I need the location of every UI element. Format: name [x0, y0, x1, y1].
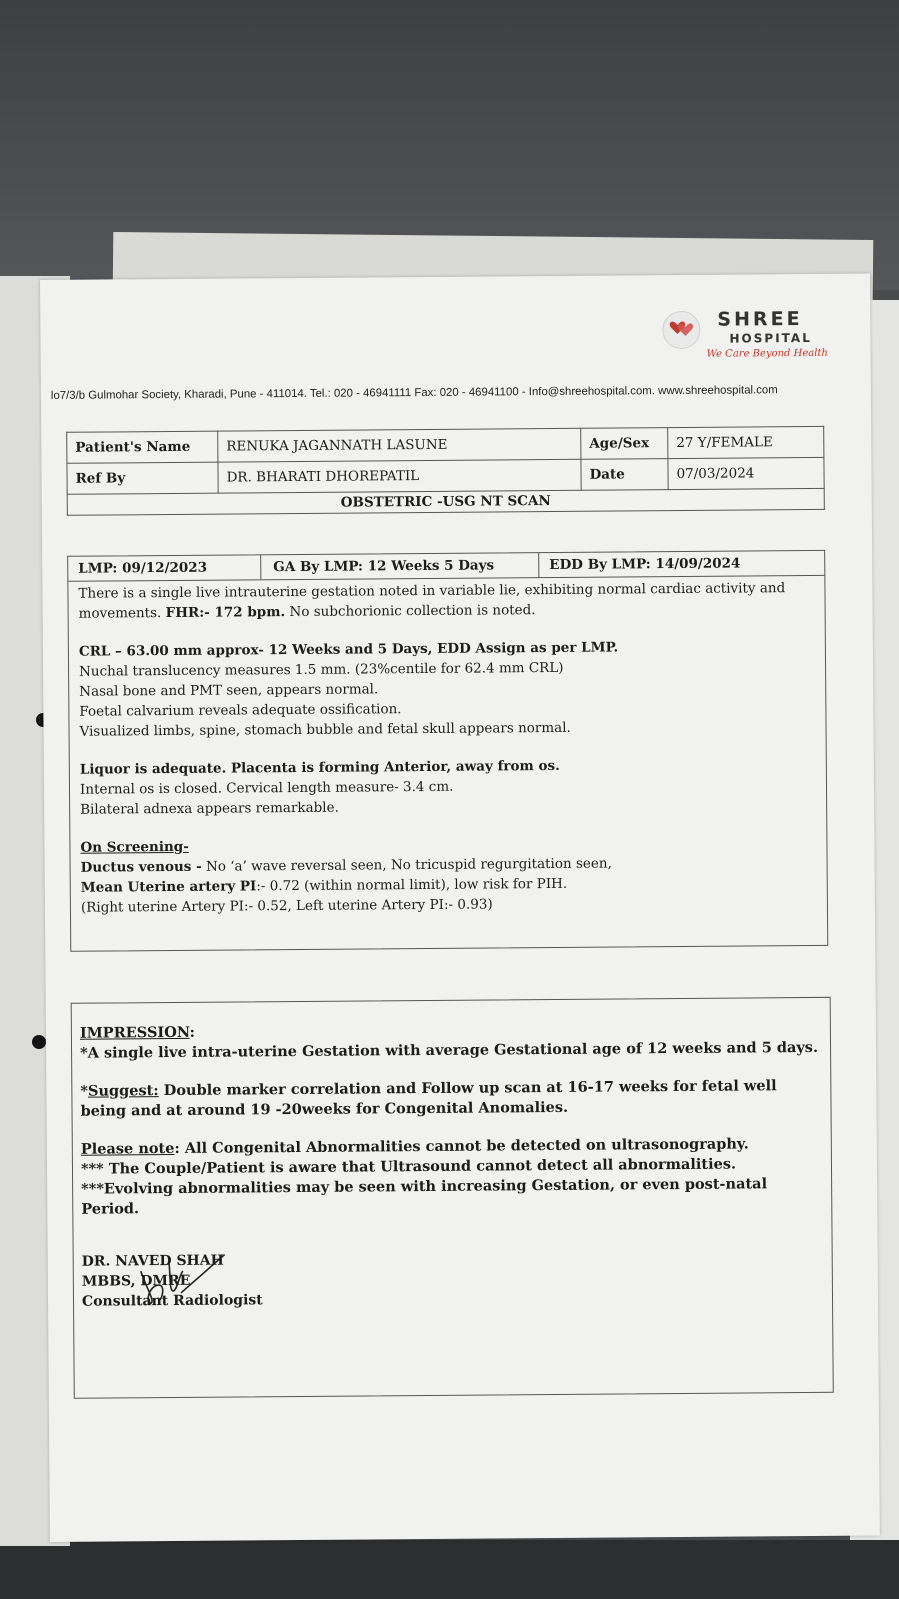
suggest-star: *: [80, 1082, 89, 1100]
ref-by-value: DR. BHARATI DHOREPATIL: [218, 459, 581, 493]
patient-name-label: Patient's Name: [67, 431, 218, 463]
suggest-paragraph: [80, 1076, 822, 1122]
doctor-signature-block: [82, 1250, 263, 1311]
nasal-line: Nasal bone and PMT seen, appears normal.: [79, 681, 379, 700]
mean-uterine-text: :- 0.72 (within normal limit), low risk for PIH.: [256, 875, 568, 895]
adnexa-line: Bilateral adnexa appears remarkable.: [80, 799, 339, 818]
scan-title: OBSTETRIC -USG NT SCAN: [67, 488, 824, 515]
os-line: Internal os is closed. Cervical length measure- 3.4 cm.: [79, 778, 454, 798]
suggest-text: Double marker correlation and Follow up scan at 16-17 weeks for fetal well being and at around 19 -20weeks for Congenital Anomalies.: [80, 1077, 777, 1120]
edd-by-lmp: EDD By LMP: 14/09/2024: [549, 555, 741, 574]
limbs-line: Visualized limbs, spine, stomach bubble and fetal skull appears normal.: [79, 719, 571, 740]
evolving-line: ***Evolving abnormalities may be seen with increasing Gestation, or even post-natal Period.: [81, 1175, 768, 1218]
crl-line: CRL – 63.00 mm approx- 12 Weeks and 5 Days, EDD Assign as per LMP.: [78, 639, 619, 660]
doctor-degree: MBBS, DMRE: [81, 1272, 191, 1290]
impression-line: *A single live intra-uterine Gestation with average Gestational age of 12 weeks and 5 days.: [80, 1038, 819, 1062]
lmp-date: LMP: 09/12/2023: [68, 555, 261, 581]
punch-hole: [32, 1035, 46, 1049]
hospital-address: lo7/3/b Gulmohar Society, Kharadi, Pune - 411014. Tel.: 020 - 46941111 Fax: 020 - 46941100 - Info@shreehospital.com. www.shreehospital.com: [50, 384, 778, 402]
doctor-name: DR. NAVED SHAH: [81, 1252, 224, 1270]
findings-box: [67, 550, 828, 952]
doctor-title: Consultant Radiologist: [81, 1292, 263, 1310]
patient-details-table: [66, 426, 825, 516]
date-value: 07/03/2024: [668, 457, 824, 489]
nt-line: Nuchal translucency measures 1.5 mm. (23%centile for 62.4 mm CRL): [79, 659, 564, 680]
hospital-tagline: We Care Beyond Health: [706, 347, 828, 360]
gestation-text: There is a single live intrauterine gestation noted in variable lie, exhibiting normal cardiac activity and movements.: [78, 580, 786, 622]
please-note-label: Please note: [80, 1139, 175, 1158]
hospital-name: SHREE: [717, 308, 803, 331]
report-sheet: [40, 273, 880, 1541]
ductus-label: Ductus venous -: [80, 858, 202, 876]
hospital-logo: [662, 304, 832, 365]
fhr-value: FHR:- 172 bpm.: [165, 604, 286, 622]
ga-by-lmp: GA By LMP: 12 Weeks 5 Days: [261, 553, 539, 579]
screening-heading: On Screening-: [80, 838, 189, 856]
age-sex-label: Age/Sex: [581, 428, 668, 460]
liquor-line: Liquor is adequate. Placenta is forming Anterior, away from os.: [79, 757, 560, 778]
background-bottom: [0, 1540, 899, 1599]
hospital-subname: HOSPITAL: [729, 330, 812, 346]
gestation-paragraph: [78, 578, 814, 624]
impression-box: [71, 997, 834, 1399]
hearts-logo-icon: [662, 311, 700, 349]
aware-line: *** The Couple/Patient is aware that Ultrasound cannot detect all abnormalities.: [80, 1155, 737, 1178]
mean-uterine-label: Mean Uterine artery PI: [80, 878, 257, 896]
impression-colon: :: [189, 1023, 195, 1041]
ductus-text: No ‘a’ wave reversal seen, No tricuspid regurgitation seen,: [205, 855, 612, 875]
date-label: Date: [581, 459, 668, 491]
calvarium-line: Foetal calvarium reveals adequate ossification.: [79, 701, 402, 720]
uterine-artery-line: (Right uterine Artery PI:- 0.52, Left uterine Artery PI:- 0.93): [80, 896, 493, 916]
impression-label: IMPRESSION: [79, 1023, 190, 1042]
patient-name: RENUKA JAGANNATH LASUNE: [218, 428, 581, 462]
ref-by-label: Ref By: [67, 462, 218, 494]
please-note-text: : All Congenital Abnormalities cannot be detected on ultrasonography.: [174, 1135, 749, 1157]
suggest-label: Suggest:: [87, 1082, 159, 1100]
subchorionic-text: No subchorionic collection is noted.: [289, 602, 536, 621]
age-sex-value: 27 Y/FEMALE: [668, 426, 824, 458]
